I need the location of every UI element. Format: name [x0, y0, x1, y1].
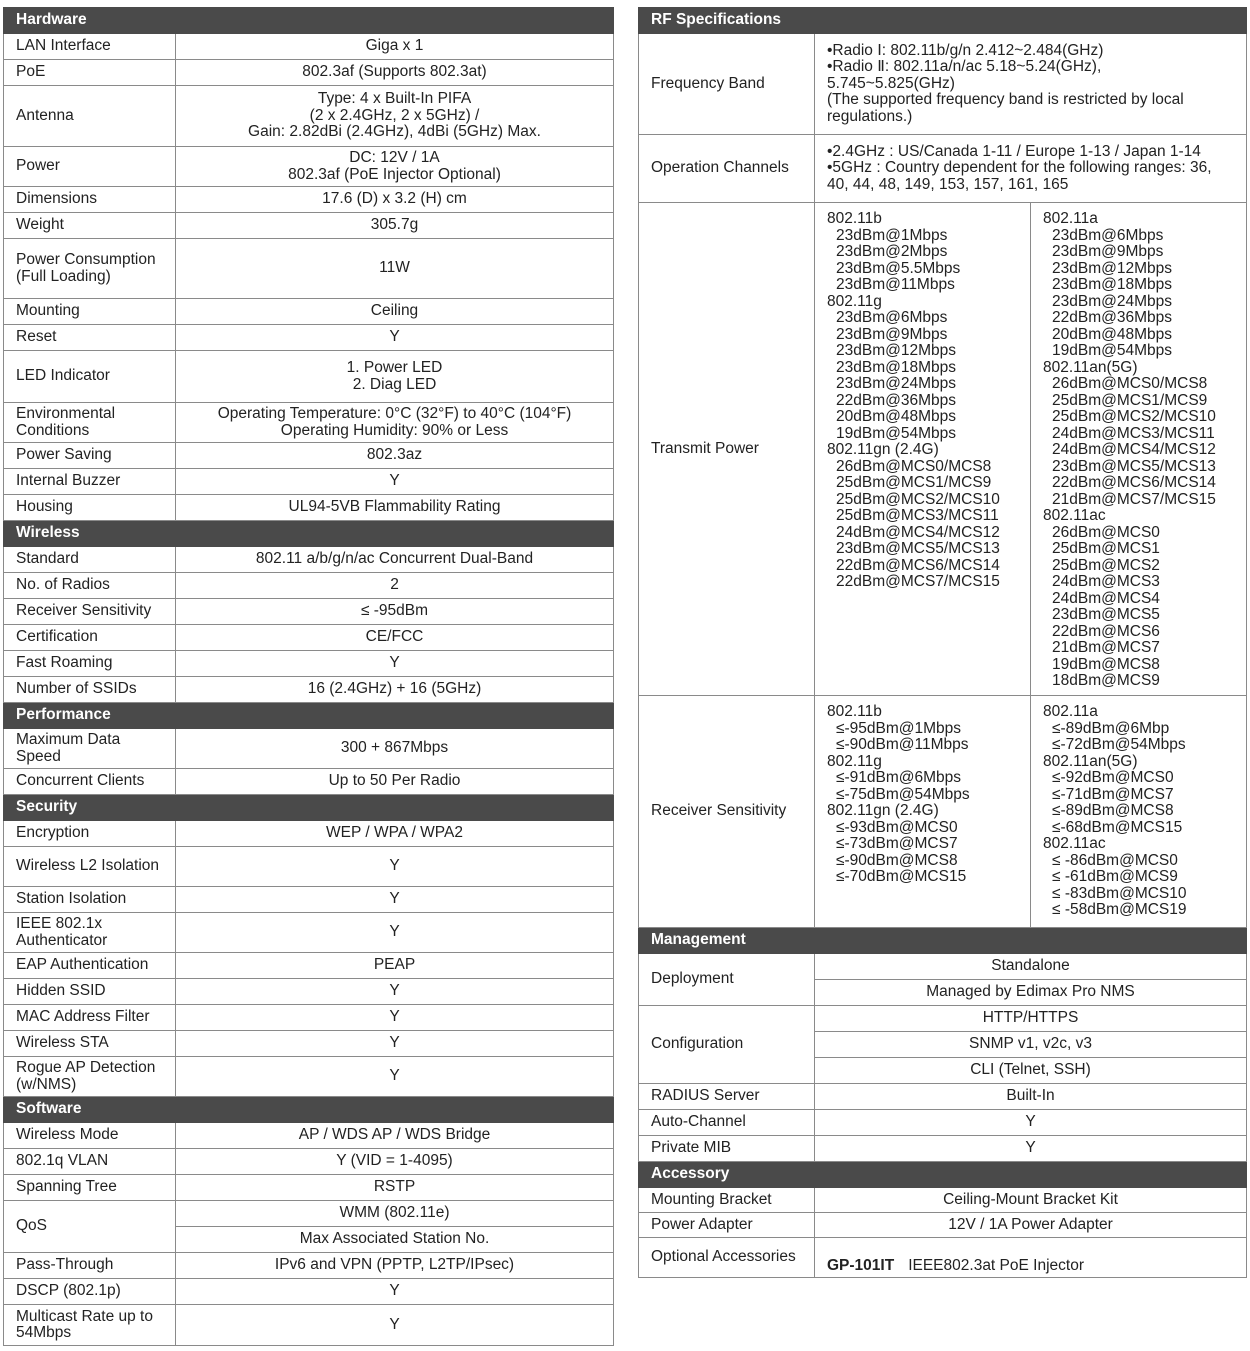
spec-label: 802.1q VLAN — [4, 1149, 176, 1175]
spec-entry: 23dBm@12Mbps — [1052, 259, 1172, 277]
model-description: IEEE802.3at PoE Injector — [908, 1256, 1084, 1274]
spec-row — [4, 213, 614, 239]
spec-entry: 23dBm@MCS5/MCS13 — [1052, 457, 1216, 475]
spec-label: Power Consumption (Full Loading) — [4, 239, 176, 299]
spec-row — [4, 351, 614, 403]
spec-row — [4, 651, 614, 677]
section-title: Accessory — [639, 1162, 1247, 1188]
spec-row — [639, 203, 1247, 696]
spec-value: IPv6 and VPN (PPTP, L2TP/IPsec) — [176, 1253, 614, 1279]
text-line: •2.4GHz : US/Canada 1-11 / Europe 1-13 / Japan 1-14 — [827, 142, 1201, 160]
spec-value: WEP / WPA / WPA2 — [176, 821, 614, 847]
spec-row — [639, 954, 1247, 980]
spec-label: Auto-Channel — [639, 1110, 815, 1136]
spec-label: Mounting Bracket — [639, 1188, 815, 1213]
spec-value: Ceiling — [176, 299, 614, 325]
spec-entry: ≤-75dBm@54Mbps — [836, 785, 970, 803]
section-title: Hardware — [4, 8, 614, 34]
spec-label: Certification — [4, 625, 176, 651]
spec-entry: 22dBm@36Mbps — [836, 391, 956, 409]
spec-row — [639, 1238, 1247, 1278]
spec-row — [4, 187, 614, 213]
spec-value: Operating Temperature: 0°C (32°F) to 40°C (104°F) Operating Humidity: 90% or Less — [176, 403, 614, 443]
section-header-hardware — [4, 8, 614, 34]
spec-entry: ≤-91dBm@6Mbps — [836, 769, 962, 786]
spec-entry: ≤ -83dBm@MCS10 — [1052, 884, 1187, 902]
spec-row — [4, 239, 614, 299]
spec-entry: 22dBm@MCS6/MCS14 — [1052, 474, 1216, 491]
spec-label: DSCP (802.1p) — [4, 1279, 176, 1305]
spec-row — [4, 887, 614, 913]
spec-row — [4, 403, 614, 443]
right-spec-table — [638, 7, 1247, 1278]
spec-label: Rogue AP Detection (w/NMS) — [4, 1057, 176, 1097]
spec-entry: ≤-90dBm@MCS8 — [836, 851, 958, 869]
spec-entry: 20dBm@48Mbps — [836, 408, 956, 425]
spec-entry: 19dBm@54Mbps — [1052, 342, 1172, 359]
spec-row — [639, 1006, 1247, 1032]
spec-label: Private MIB — [639, 1136, 815, 1162]
frequency-band-value — [815, 34, 1247, 135]
spec-value: Y — [815, 1136, 1247, 1162]
spec-row — [4, 729, 614, 769]
spec-entry: ≤-68dBm@MCS15 — [1052, 818, 1183, 836]
spec-entry: 19dBm@MCS8 — [1052, 655, 1160, 673]
spec-label: Power Saving — [4, 443, 176, 469]
spec-label: PoE — [4, 60, 176, 86]
spec-entry: 26dBm@MCS0/MCS8 — [836, 457, 992, 475]
standard-heading: 802.11gn (2.4G) — [827, 802, 939, 819]
spec-entry: 23dBm@MCS5/MCS13 — [836, 540, 1000, 557]
spec-value: Giga x 1 — [176, 34, 614, 60]
spec-value: WMM (802.11e) — [176, 1201, 614, 1227]
spec-value: Y — [176, 469, 614, 495]
spec-label: Concurrent Clients — [4, 769, 176, 795]
spec-entry: 23dBm@6Mbps — [1052, 226, 1164, 244]
spec-entry: 24dBm@MCS4/MCS12 — [1052, 441, 1216, 458]
spec-value: Y — [176, 887, 614, 913]
spec-label: Pass-Through — [4, 1253, 176, 1279]
section-header-security — [4, 795, 614, 821]
spec-label: Receiver Sensitivity — [639, 696, 815, 928]
spec-value: Managed by Edimax Pro NMS — [815, 980, 1247, 1006]
spec-row — [639, 34, 1247, 135]
transmit-power-2g-column — [815, 203, 1031, 696]
spec-value: AP / WDS AP / WDS Bridge — [176, 1123, 614, 1149]
standard-heading: 802.11a — [1043, 703, 1098, 720]
standard-heading: 802.11b — [827, 703, 882, 720]
spec-value: Y — [176, 1031, 614, 1057]
spec-label: RADIUS Server — [639, 1084, 815, 1110]
receiver-sensitivity-5g-column — [1031, 696, 1247, 928]
spec-value: Y — [176, 1279, 614, 1305]
spec-row — [4, 495, 614, 521]
spec-value: Max Associated Station No. — [176, 1227, 614, 1253]
spec-value: Standalone — [815, 954, 1247, 980]
spec-value: DC: 12V / 1A 802.3af (PoE Injector Optional) — [176, 147, 614, 187]
spec-label: Deployment — [639, 954, 815, 1006]
standard-heading: 802.11an(5G) — [1043, 358, 1138, 376]
spec-row — [4, 1175, 614, 1201]
spec-entry: 23dBm@12Mbps — [836, 342, 956, 359]
spec-value: Y — [176, 913, 614, 953]
spec-label: Antenna — [4, 86, 176, 147]
spec-value: Up to 50 Per Radio — [176, 769, 614, 795]
spec-value: Built-In — [815, 1084, 1247, 1110]
spec-row — [4, 469, 614, 495]
spec-entry: 23dBm@11Mbps — [836, 276, 955, 293]
spec-row — [639, 1110, 1247, 1136]
spec-row — [4, 821, 614, 847]
section-title: Wireless — [4, 521, 614, 547]
optional-accessory-value — [815, 1238, 1247, 1278]
spec-label: Environmental Conditions — [4, 403, 176, 443]
model-number: GP-101IT — [827, 1256, 895, 1274]
spec-row — [639, 1213, 1247, 1238]
spec-row — [4, 953, 614, 979]
spec-value: 11W — [176, 239, 614, 299]
spec-entry: 19dBm@54Mbps — [836, 424, 956, 442]
spec-entry: ≤-89dBm@6Mbp — [1052, 719, 1170, 737]
spec-label: Power — [4, 147, 176, 187]
spec-value: PEAP — [176, 953, 614, 979]
spec-row — [4, 1279, 614, 1305]
operation-channels-value — [815, 135, 1247, 203]
spec-label: Wireless Mode — [4, 1123, 176, 1149]
spec-label: Transmit Power — [639, 203, 815, 696]
spec-entry: ≤-92dBm@MCS0 — [1052, 769, 1174, 786]
spec-entry: 26dBm@MCS0/MCS8 — [1052, 375, 1208, 392]
section-header-rf-specifications — [639, 8, 1247, 34]
spec-label: Internal Buzzer — [4, 469, 176, 495]
spec-row — [639, 1136, 1247, 1162]
text-line: •5GHz : Country dependent for the following ranges: 36, — [827, 159, 1212, 177]
standard-heading: 802.11g — [827, 752, 882, 770]
spec-row — [639, 135, 1247, 203]
spec-row — [4, 325, 614, 351]
spec-row — [4, 1123, 614, 1149]
spec-row — [4, 769, 614, 795]
spec-row — [4, 1031, 614, 1057]
section-header-performance — [4, 703, 614, 729]
spec-row — [4, 677, 614, 703]
spec-label: Power Adapter — [639, 1213, 815, 1238]
spec-value: Y — [815, 1110, 1247, 1136]
spec-value: Y — [176, 847, 614, 887]
spec-entry: 21dBm@MCS7 — [1052, 639, 1160, 656]
spec-entry: ≤-93dBm@MCS0 — [836, 818, 958, 836]
spec-entry: 23dBm@5.5Mbps — [836, 259, 961, 277]
spec-row — [4, 34, 614, 60]
spec-label: Mounting — [4, 299, 176, 325]
spec-row — [4, 599, 614, 625]
spec-label: Dimensions — [4, 187, 176, 213]
spec-entry: ≤ -61dBm@MCS9 — [1052, 868, 1178, 885]
spec-value: 300 + 867Mbps — [176, 729, 614, 769]
text-line: 40, 44, 48, 149, 153, 157, 161, 165 — [827, 175, 1069, 193]
spec-value: 17.6 (D) x 3.2 (H) cm — [176, 187, 614, 213]
spec-entry: 22dBm@MCS6 — [1052, 622, 1160, 640]
standard-heading: 802.11gn (2.4G) — [827, 441, 939, 458]
spec-value: HTTP/HTTPS — [815, 1006, 1247, 1032]
standard-heading: 802.11a — [1043, 210, 1098, 227]
spec-value: Ceiling-Mount Bracket Kit — [815, 1188, 1247, 1213]
text-line: •Radio Ⅰ: 802.11b/g/n 2.412~2.484(GHz) — [827, 41, 1104, 59]
text-line: (The supported frequency band is restricted by local — [827, 91, 1184, 109]
spec-entry: 24dBm@MCS4/MCS12 — [836, 523, 1000, 541]
section-title: Software — [4, 1097, 614, 1123]
spec-entry: ≤-73dBm@MCS7 — [836, 835, 958, 852]
spec-label: Optional Accessories — [639, 1238, 815, 1278]
section-header-accessory — [639, 1162, 1247, 1188]
spec-entry: 21dBm@MCS7/MCS15 — [1052, 490, 1216, 508]
spec-entry: 25dBm@MCS3/MCS11 — [836, 507, 999, 524]
spec-row — [4, 1305, 614, 1346]
spec-label: Number of SSIDs — [4, 677, 176, 703]
text-line: 5.745~5.825(GHz) — [827, 74, 955, 92]
spec-label: Weight — [4, 213, 176, 239]
spec-entry: 25dBm@MCS2/MCS10 — [1052, 408, 1216, 425]
section-title: Security — [4, 795, 614, 821]
spec-label: Multicast Rate up to 54Mbps — [4, 1305, 176, 1346]
spec-row — [4, 547, 614, 573]
spec-value: 2 — [176, 573, 614, 599]
spec-label: QoS — [4, 1201, 176, 1253]
text-line: regulations.) — [827, 107, 913, 125]
spec-entry: 24dBm@MCS4 — [1052, 589, 1160, 607]
spec-entry: 23dBm@9Mbps — [836, 325, 948, 343]
spec-entry: 25dBm@MCS1/MCS9 — [1052, 391, 1208, 409]
spec-entry: 25dBm@MCS2/MCS10 — [836, 490, 1000, 508]
spec-entry: 25dBm@MCS1 — [1052, 540, 1160, 557]
spec-label: MAC Address Filter — [4, 1005, 176, 1031]
spec-row — [639, 1188, 1247, 1213]
spec-value: Type: 4 x Built-In PIFA (2 x 2.4GHz, 2 x 5GHz) / Gain: 2.82dBi (2.4GHz), 4dBi (5GHz) Max. — [176, 86, 614, 147]
spec-label: Hidden SSID — [4, 979, 176, 1005]
spec-entry: ≤-90dBm@11Mbps — [836, 736, 969, 753]
spec-value: 305.7g — [176, 213, 614, 239]
section-title: Performance — [4, 703, 614, 729]
spec-entry: 25dBm@MCS1/MCS9 — [836, 474, 992, 491]
spec-label: Configuration — [639, 1006, 815, 1084]
spec-row — [4, 625, 614, 651]
spec-row — [4, 1149, 614, 1175]
spec-label: Reset — [4, 325, 176, 351]
spec-value: Y — [176, 1057, 614, 1097]
spec-entry: ≤-95dBm@1Mbps — [836, 719, 962, 737]
spec-row — [4, 1253, 614, 1279]
spec-row — [4, 443, 614, 469]
spec-value: RSTP — [176, 1175, 614, 1201]
spec-entry: 23dBm@24Mbps — [1052, 292, 1172, 310]
spec-label: Fast Roaming — [4, 651, 176, 677]
spec-value: Y — [176, 1305, 614, 1346]
section-title: Management — [639, 928, 1247, 954]
spec-row — [4, 147, 614, 187]
spec-label: Wireless L2 Isolation — [4, 847, 176, 887]
spec-entry: ≤-71dBm@MCS7 — [1052, 785, 1174, 803]
spec-label: Maximum Data Speed — [4, 729, 176, 769]
spec-value: CLI (Telnet, SSH) — [815, 1058, 1247, 1084]
spec-entry: 18dBm@MCS9 — [1052, 672, 1160, 689]
spec-row — [4, 1201, 614, 1227]
spec-value: 12V / 1A Power Adapter — [815, 1213, 1247, 1238]
spec-label: LED Indicator — [4, 351, 176, 403]
spec-label: IEEE 802.1x Authenticator — [4, 913, 176, 953]
spec-value: UL94-5VB Flammability Rating — [176, 495, 614, 521]
spec-label: Wireless STA — [4, 1031, 176, 1057]
standard-heading: 802.11ac — [1043, 507, 1106, 524]
spec-entry: 22dBm@MCS7/MCS15 — [836, 573, 1000, 590]
spec-entry: 23dBm@MCS5 — [1052, 606, 1160, 623]
spec-label: Operation Channels — [639, 135, 815, 203]
transmit-power-5g-column — [1031, 203, 1247, 696]
spec-value: Y — [176, 1005, 614, 1031]
spec-label: EAP Authentication — [4, 953, 176, 979]
spec-label: No. of Radios — [4, 573, 176, 599]
spec-entry: 23dBm@9Mbps — [1052, 243, 1164, 260]
spec-row — [4, 1005, 614, 1031]
spec-label: Encryption — [4, 821, 176, 847]
left-spec-table — [3, 7, 614, 1346]
spec-row — [4, 1057, 614, 1097]
spec-entry: 24dBm@MCS3/MCS11 — [1052, 424, 1215, 442]
section-header-software — [4, 1097, 614, 1123]
spec-row — [4, 299, 614, 325]
spec-label: Spanning Tree — [4, 1175, 176, 1201]
standard-heading: 802.11b — [827, 210, 882, 227]
spec-value: SNMP v1, v2c, v3 — [815, 1032, 1247, 1058]
spec-label: Receiver Sensitivity — [4, 599, 176, 625]
spec-entry: 24dBm@MCS3 — [1052, 573, 1160, 590]
spec-entry: ≤-72dBm@54Mbps — [1052, 736, 1186, 753]
spec-entry: ≤-70dBm@MCS15 — [836, 868, 967, 885]
spec-row — [4, 60, 614, 86]
spec-row — [4, 913, 614, 953]
spec-entry: 22dBm@MCS6/MCS14 — [836, 556, 1000, 574]
section-title: RF Specifications — [639, 8, 1247, 34]
spec-entry: ≤-89dBm@MCS8 — [1052, 802, 1174, 819]
section-header-management — [639, 928, 1247, 954]
spec-entry: 26dBm@MCS0 — [1052, 523, 1160, 541]
receiver-sensitivity-2g-column — [815, 696, 1031, 928]
spec-entry: 23dBm@1Mbps — [836, 226, 948, 244]
spec-entry: 22dBm@36Mbps — [1052, 309, 1172, 326]
spec-entry: ≤ -58dBm@MCS19 — [1052, 901, 1187, 918]
standard-heading: 802.11g — [827, 292, 882, 310]
spec-row — [4, 847, 614, 887]
spec-row — [639, 696, 1247, 928]
spec-value: CE/FCC — [176, 625, 614, 651]
standard-heading: 802.11an(5G) — [1043, 752, 1138, 770]
spec-row — [4, 979, 614, 1005]
spec-value: Y — [176, 325, 614, 351]
spec-value: ≤ -95dBm — [176, 599, 614, 625]
spec-label: Standard — [4, 547, 176, 573]
spec-value: 802.3af (Supports 802.3at) — [176, 60, 614, 86]
spec-value: Y — [176, 979, 614, 1005]
spec-entry: 25dBm@MCS2 — [1052, 556, 1160, 574]
spec-row — [4, 86, 614, 147]
spec-label: LAN Interface — [4, 34, 176, 60]
text-line: •Radio Ⅱ: 802.11a/n/ac 5.18~5.24(GHz), — [827, 58, 1102, 76]
spec-value: 802.11 a/b/g/n/ac Concurrent Dual-Band — [176, 547, 614, 573]
spec-entry: 23dBm@2Mbps — [836, 243, 948, 260]
spec-label: Housing — [4, 495, 176, 521]
spec-entry: 20dBm@48Mbps — [1052, 325, 1172, 343]
spec-value: Y — [176, 651, 614, 677]
spec-entry: 23dBm@6Mbps — [836, 309, 948, 326]
spec-row — [4, 573, 614, 599]
spec-value: 16 (2.4GHz) + 16 (5GHz) — [176, 677, 614, 703]
spec-value: Y (VID = 1-4095) — [176, 1149, 614, 1175]
spec-entry: ≤ -86dBm@MCS0 — [1052, 851, 1178, 869]
spec-label: Station Isolation — [4, 887, 176, 913]
spec-entry: 23dBm@24Mbps — [836, 375, 956, 392]
spec-label: Frequency Band — [639, 34, 815, 135]
section-header-wireless — [4, 521, 614, 547]
spec-value: 802.3az — [176, 443, 614, 469]
spec-entry: 23dBm@18Mbps — [1052, 276, 1172, 293]
spec-value: 1. Power LED 2. Diag LED — [176, 351, 614, 403]
spec-entry: 23dBm@18Mbps — [836, 358, 956, 376]
spec-row — [639, 1084, 1247, 1110]
standard-heading: 802.11ac — [1043, 835, 1106, 852]
